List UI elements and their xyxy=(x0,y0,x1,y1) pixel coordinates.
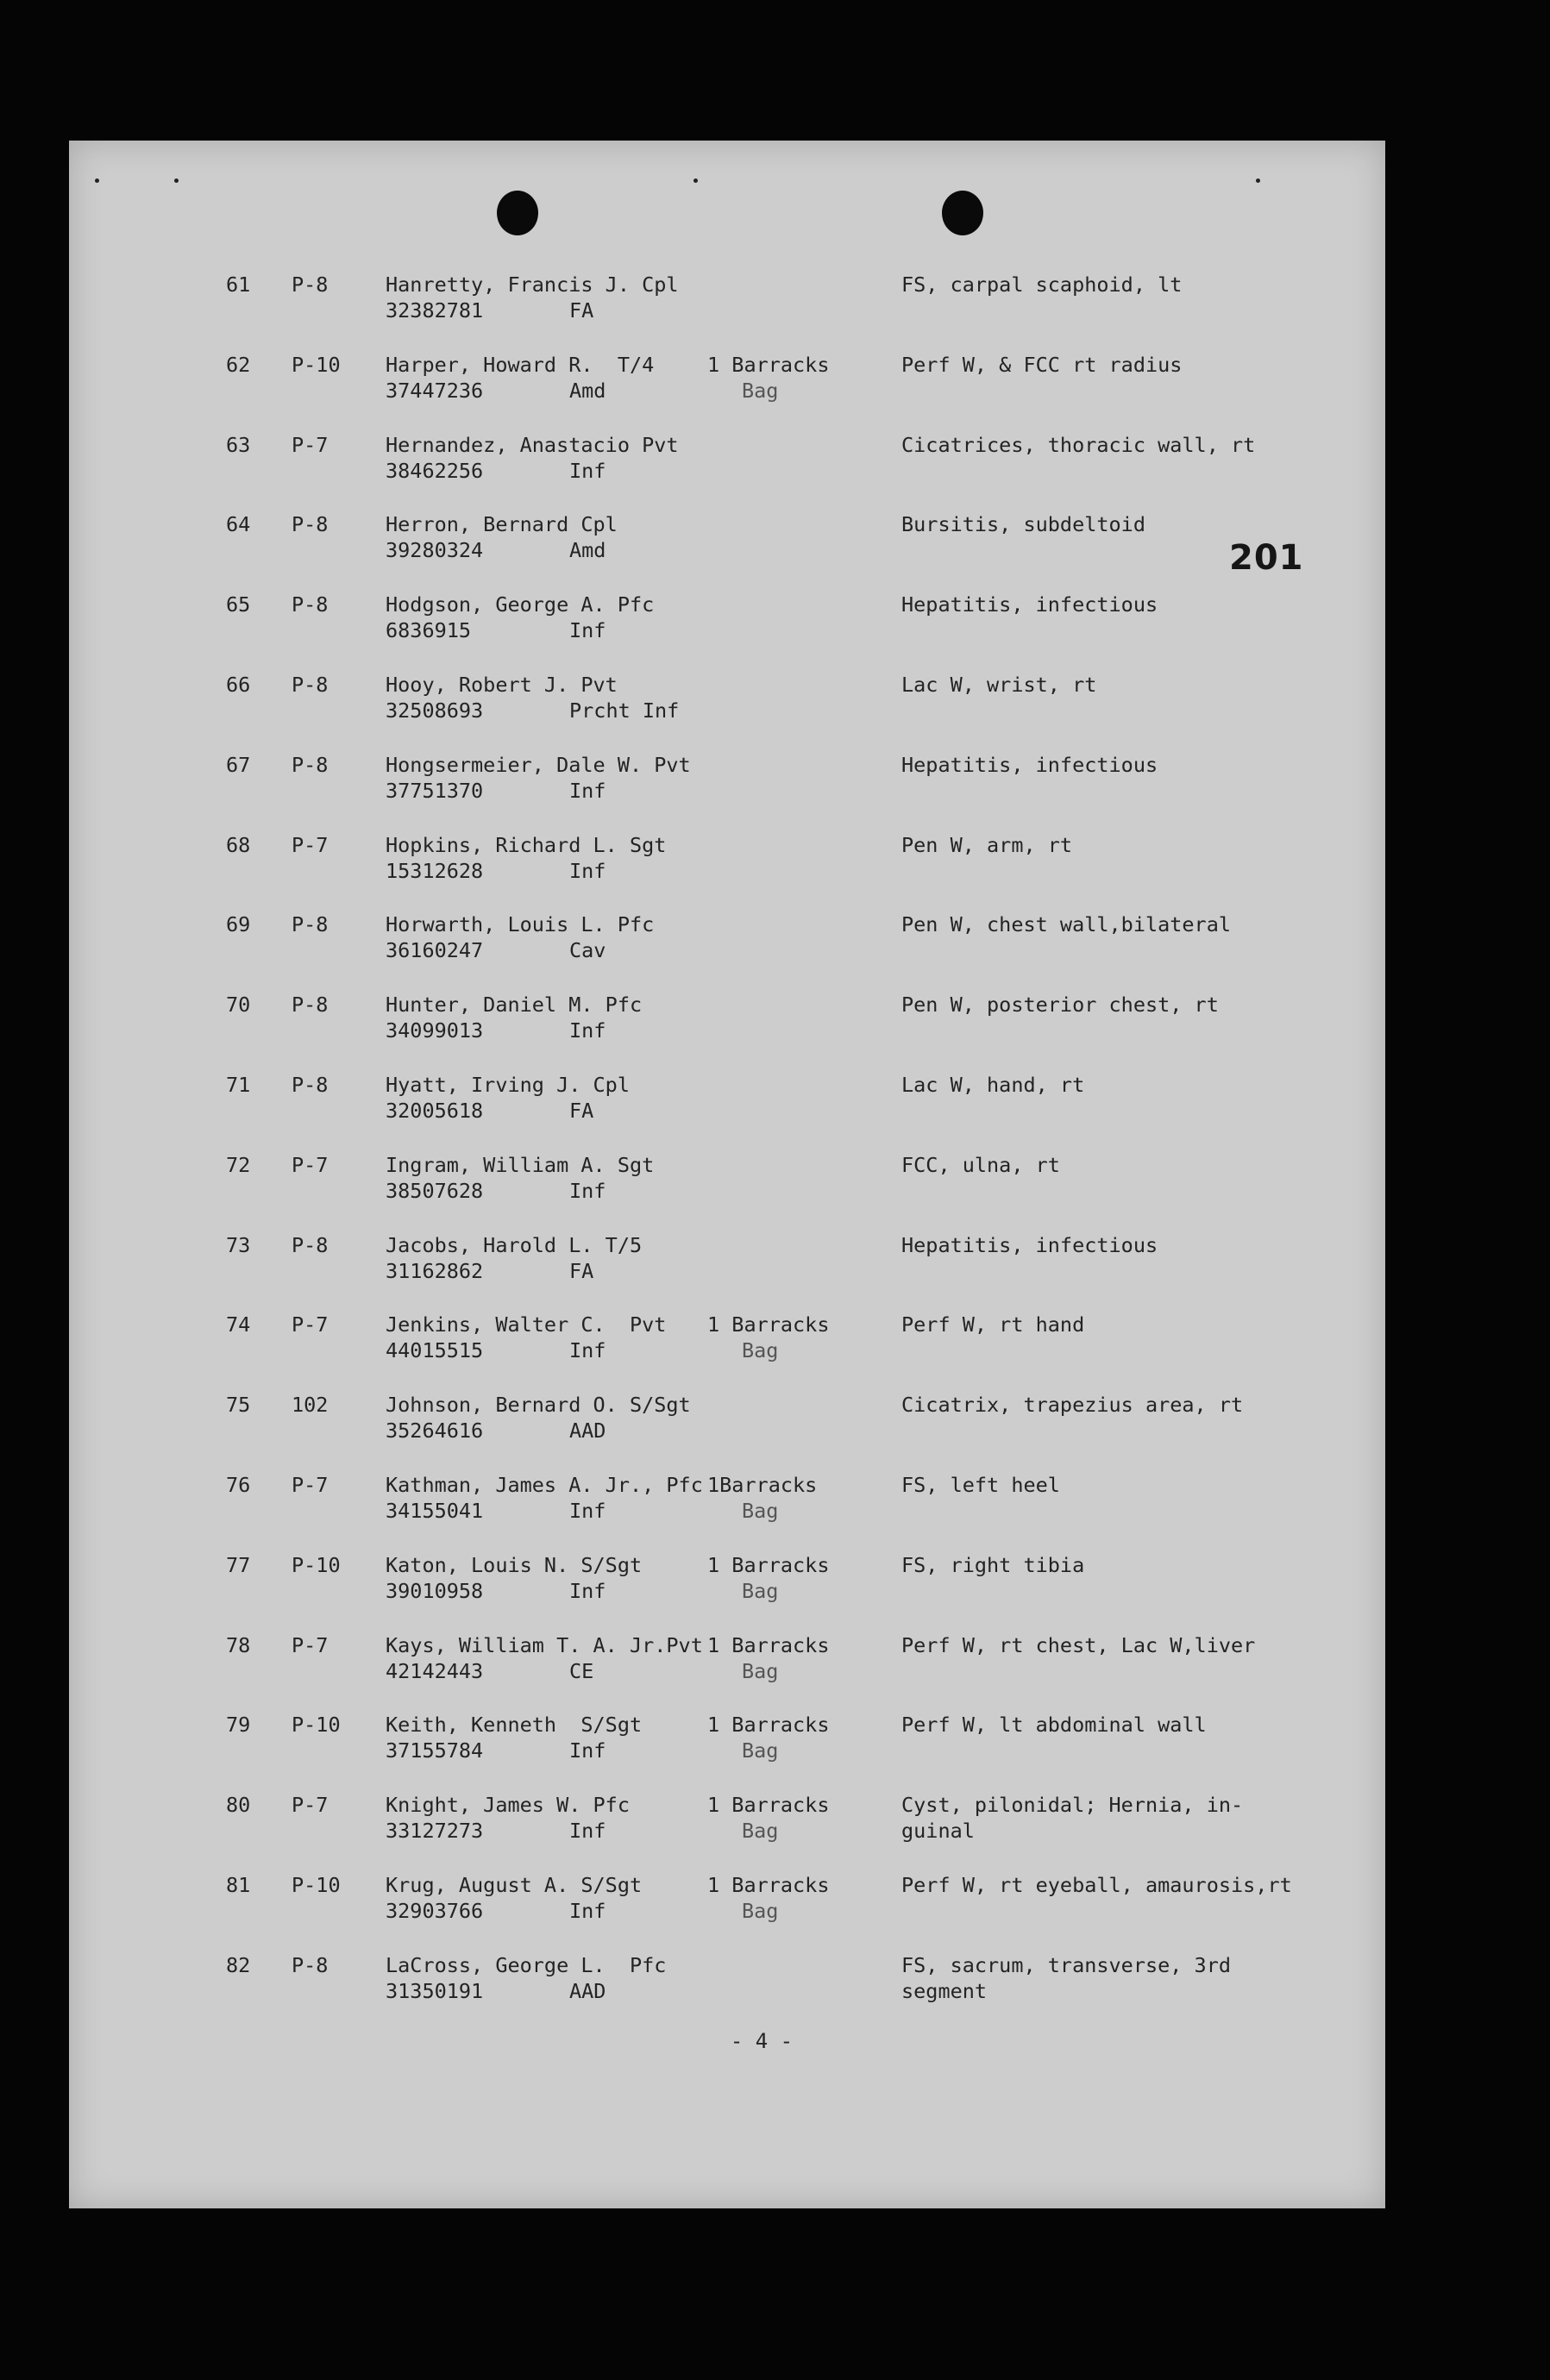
branch: Inf xyxy=(569,1898,606,1923)
ward: P-8 xyxy=(292,993,329,1018)
entry-number: 61 xyxy=(226,272,251,297)
patient-list xyxy=(69,272,1385,2032)
branch: Inf xyxy=(569,1338,606,1363)
baggage-continued: Bag xyxy=(742,1338,779,1363)
patient-entry xyxy=(69,592,1385,672)
ward: 102 xyxy=(292,1393,329,1418)
serial-number: 6836915 xyxy=(386,618,472,643)
entry-number: 62 xyxy=(226,352,251,377)
diagnosis: Perf W, rt hand xyxy=(901,1312,1085,1337)
branch: CE xyxy=(569,1658,594,1683)
baggage: 1 Barracks xyxy=(707,1312,830,1337)
speck xyxy=(95,178,99,183)
entry-number: 81 xyxy=(226,1872,251,1897)
branch: Inf xyxy=(569,1498,606,1523)
patient-entry xyxy=(69,1472,1385,1552)
branch: FA xyxy=(569,298,594,323)
ward: P-7 xyxy=(292,1793,329,1818)
diagnosis: Hepatitis, infectious xyxy=(901,1232,1158,1257)
patient-entry xyxy=(69,352,1385,432)
baggage-continued: Bag xyxy=(742,378,779,403)
page-stamp-number: 201 xyxy=(1229,538,1304,578)
speck xyxy=(693,178,698,183)
ward: P-8 xyxy=(292,752,329,777)
diagnosis: Perf W, & FCC rt radius xyxy=(901,352,1183,377)
patient-name-rank: Harper, Howard R. T/4 xyxy=(386,352,655,377)
ward: P-8 xyxy=(292,1072,329,1097)
patient-entry xyxy=(69,672,1385,752)
serial-number: 37751370 xyxy=(386,778,484,803)
patient-name-rank: Hooy, Robert J. Pvt xyxy=(386,672,618,697)
patient-name-rank: Hongsermeier, Dale W. Pvt xyxy=(386,752,691,777)
page-footer xyxy=(69,2029,1385,2053)
diagnosis: Lac W, hand, rt xyxy=(901,1072,1085,1097)
diagnosis: Perf W, rt chest, Lac W,liver xyxy=(901,1632,1256,1657)
serial-number: 39010958 xyxy=(386,1578,484,1603)
ward: P-8 xyxy=(292,1952,329,1977)
baggage-continued: Bag xyxy=(742,1738,779,1763)
entry-number: 76 xyxy=(226,1472,251,1497)
ward: P-10 xyxy=(292,1552,341,1577)
serial-number: 31350191 xyxy=(386,1978,484,2003)
patient-name-rank: Katon, Louis N. S/Sgt xyxy=(386,1552,643,1577)
serial-number: 34099013 xyxy=(386,1018,484,1043)
entry-number: 66 xyxy=(226,672,251,697)
serial-number: 32903766 xyxy=(386,1898,484,1923)
baggage-continued: Bag xyxy=(742,1819,779,1844)
diagnosis: Hepatitis, infectious xyxy=(901,752,1158,777)
serial-number: 37447236 xyxy=(386,378,484,403)
patient-entry xyxy=(69,1072,1385,1152)
serial-number: 39280324 xyxy=(386,538,484,563)
diagnosis: Hepatitis, infectious xyxy=(901,592,1158,617)
patient-entry xyxy=(69,1952,1385,2032)
serial-number: 37155784 xyxy=(386,1738,484,1763)
entry-number: 69 xyxy=(226,912,251,937)
patient-name-rank: Hanretty, Francis J. Cpl xyxy=(386,272,679,297)
entry-number: 63 xyxy=(226,432,251,457)
baggage: 1 Barracks xyxy=(707,352,830,377)
branch: Inf xyxy=(569,618,606,643)
patient-entry xyxy=(69,511,1385,592)
patient-entry xyxy=(69,272,1385,352)
serial-number: 32005618 xyxy=(386,1098,484,1123)
entry-number: 67 xyxy=(226,752,251,777)
ward: P-8 xyxy=(292,512,329,537)
ward: P-8 xyxy=(292,912,329,937)
branch: Prcht Inf xyxy=(569,698,680,723)
entry-number: 73 xyxy=(226,1232,251,1257)
branch: FA xyxy=(569,1258,594,1283)
patient-name-rank: Ingram, William A. Sgt xyxy=(386,1152,655,1177)
ward: P-7 xyxy=(292,1472,329,1497)
ward: P-10 xyxy=(292,1713,341,1738)
branch: FA xyxy=(569,1098,594,1123)
entry-number: 75 xyxy=(226,1393,251,1418)
patient-name-rank: Hodgson, George A. Pfc xyxy=(386,592,655,617)
diagnosis: FS, sacrum, transverse, 3rd xyxy=(901,1952,1232,1977)
patient-entry xyxy=(69,1872,1385,1952)
patient-name-rank: Knight, James W. Pfc xyxy=(386,1793,630,1818)
branch: Inf xyxy=(569,1178,606,1203)
speck xyxy=(1256,178,1260,183)
entry-number: 80 xyxy=(226,1793,251,1818)
patient-entry xyxy=(69,911,1385,992)
branch: Inf xyxy=(569,858,606,883)
patient-name-rank: Hopkins, Richard L. Sgt xyxy=(386,832,667,857)
serial-number: 36160247 xyxy=(386,938,484,963)
entry-number: 82 xyxy=(226,1952,251,1977)
patient-entry xyxy=(69,1232,1385,1312)
punch-hole xyxy=(942,191,983,235)
patient-entry xyxy=(69,1392,1385,1472)
patient-name-rank: Hunter, Daniel M. Pfc xyxy=(386,993,643,1018)
diagnosis: Pen W, posterior chest, rt xyxy=(901,993,1219,1018)
patient-entry xyxy=(69,432,1385,512)
baggage: 1 Barracks xyxy=(707,1872,830,1897)
patient-entry xyxy=(69,1792,1385,1872)
baggage-continued: Bag xyxy=(742,1498,779,1523)
patient-name-rank: Jenkins, Walter C. Pvt xyxy=(386,1312,667,1337)
branch: Inf xyxy=(569,1738,606,1763)
branch: Inf xyxy=(569,1578,606,1603)
serial-number: 15312628 xyxy=(386,858,484,883)
diagnosis: Perf W, rt eyeball, amaurosis,rt xyxy=(901,1872,1292,1897)
ward: P-8 xyxy=(292,1232,329,1257)
ward: P-8 xyxy=(292,272,329,297)
diagnosis: Pen W, chest wall,bilateral xyxy=(901,912,1232,937)
diagnosis: FCC, ulna, rt xyxy=(901,1152,1060,1177)
entry-number: 74 xyxy=(226,1312,251,1337)
baggage: 1Barracks xyxy=(707,1472,818,1497)
patient-entry xyxy=(69,1632,1385,1713)
patient-entry xyxy=(69,1152,1385,1232)
serial-number: 38462256 xyxy=(386,458,484,483)
serial-number: 32508693 xyxy=(386,698,484,723)
diagnosis-continued: segment xyxy=(901,1978,988,2003)
ward: P-7 xyxy=(292,832,329,857)
patient-name-rank: Hyatt, Irving J. Cpl xyxy=(386,1072,630,1097)
patient-name-rank: Herron, Bernard Cpl xyxy=(386,512,618,537)
entry-number: 64 xyxy=(226,512,251,537)
serial-number: 32382781 xyxy=(386,298,484,323)
entry-number: 68 xyxy=(226,832,251,857)
branch: Inf xyxy=(569,1819,606,1844)
patient-name-rank: Kays, William T. A. Jr.Pvt xyxy=(386,1632,703,1657)
serial-number: 38507628 xyxy=(386,1178,484,1203)
baggage: 1 Barracks xyxy=(707,1793,830,1818)
patient-entry xyxy=(69,832,1385,912)
entry-number: 70 xyxy=(226,993,251,1018)
branch: Inf xyxy=(569,1018,606,1043)
baggage: 1 Barracks xyxy=(707,1552,830,1577)
punch-hole xyxy=(497,191,538,235)
branch: AAD xyxy=(569,1419,606,1444)
ward: P-8 xyxy=(292,592,329,617)
serial-number: 42142443 xyxy=(386,1658,484,1683)
baggage-continued: Bag xyxy=(742,1578,779,1603)
patient-name-rank: Keith, Kenneth S/Sgt xyxy=(386,1713,643,1738)
patient-entry xyxy=(69,1552,1385,1632)
baggage: 1 Barracks xyxy=(707,1713,830,1738)
ward: P-8 xyxy=(292,672,329,697)
ward: P-10 xyxy=(292,352,341,377)
speck xyxy=(174,178,179,183)
serial-number: 44015515 xyxy=(386,1338,484,1363)
branch: Amd xyxy=(569,378,606,403)
entry-number: 72 xyxy=(226,1152,251,1177)
entry-number: 65 xyxy=(226,592,251,617)
patient-name-rank: Krug, August A. S/Sgt xyxy=(386,1872,643,1897)
patient-name-rank: Johnson, Bernard O. S/Sgt xyxy=(386,1393,691,1418)
ward: P-7 xyxy=(292,1312,329,1337)
diagnosis: FS, left heel xyxy=(901,1472,1060,1497)
diagnosis: FS, carpal scaphoid, lt xyxy=(901,272,1183,297)
branch: Inf xyxy=(569,778,606,803)
diagnosis-continued: guinal xyxy=(901,1819,975,1844)
patient-name-rank: Jacobs, Harold L. T/5 xyxy=(386,1232,643,1257)
entry-number: 77 xyxy=(226,1552,251,1577)
document-page xyxy=(69,141,1385,2208)
patient-name-rank: Kathman, James A. Jr., Pfc xyxy=(386,1472,703,1497)
patient-name-rank: Horwarth, Louis L. Pfc xyxy=(386,912,655,937)
serial-number: 31162862 xyxy=(386,1258,484,1283)
entry-number: 78 xyxy=(226,1632,251,1657)
branch: Cav xyxy=(569,938,606,963)
patient-entry xyxy=(69,992,1385,1072)
patient-name-rank: LaCross, George L. Pfc xyxy=(386,1952,667,1977)
diagnosis: Bursitis, subdeltoid xyxy=(901,512,1145,537)
patient-entry xyxy=(69,1712,1385,1792)
page-number: - 4 - xyxy=(730,2029,794,2053)
patient-name-rank: Hernandez, Anastacio Pvt xyxy=(386,432,679,457)
branch: Amd xyxy=(569,538,606,563)
diagnosis: Perf W, lt abdominal wall xyxy=(901,1713,1207,1738)
entry-number: 71 xyxy=(226,1072,251,1097)
serial-number: 34155041 xyxy=(386,1498,484,1523)
patient-entry xyxy=(69,1312,1385,1392)
diagnosis: FS, right tibia xyxy=(901,1552,1085,1577)
ward: P-7 xyxy=(292,432,329,457)
diagnosis: Cicatrices, thoracic wall, rt xyxy=(901,432,1256,457)
diagnosis: Lac W, wrist, rt xyxy=(901,672,1097,697)
serial-number: 33127273 xyxy=(386,1819,484,1844)
ward: P-7 xyxy=(292,1152,329,1177)
ward: P-10 xyxy=(292,1872,341,1897)
baggage-continued: Bag xyxy=(742,1898,779,1923)
ward: P-7 xyxy=(292,1632,329,1657)
branch: AAD xyxy=(569,1978,606,2003)
diagnosis: Cyst, pilonidal; Hernia, in- xyxy=(901,1793,1244,1818)
baggage: 1 Barracks xyxy=(707,1632,830,1657)
diagnosis: Cicatrix, trapezius area, rt xyxy=(901,1393,1244,1418)
diagnosis: Pen W, arm, rt xyxy=(901,832,1073,857)
baggage-continued: Bag xyxy=(742,1658,779,1683)
branch: Inf xyxy=(569,458,606,483)
patient-entry xyxy=(69,752,1385,832)
entry-number: 79 xyxy=(226,1713,251,1738)
serial-number: 35264616 xyxy=(386,1419,484,1444)
